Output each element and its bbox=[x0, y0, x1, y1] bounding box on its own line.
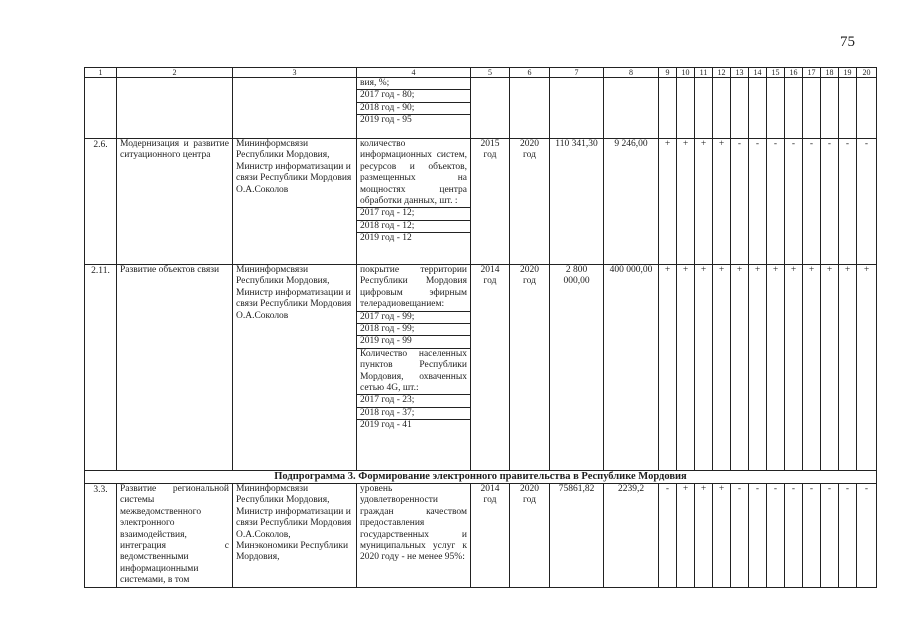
col-header: 8 bbox=[604, 68, 659, 78]
table-row bbox=[85, 265, 877, 471]
continuation-row bbox=[85, 78, 877, 139]
end-year: 2020 год bbox=[510, 484, 550, 588]
mark-cell: - bbox=[785, 139, 803, 265]
year-value: 2019 год - 41 bbox=[357, 419, 470, 431]
mark-cell: - bbox=[749, 139, 767, 265]
activity-name: Модернизация и развитие ситуационного центра bbox=[117, 139, 233, 265]
year-value: 2018 год - 12; bbox=[357, 220, 470, 232]
mark-cell: + bbox=[695, 484, 713, 588]
col-header: 2 bbox=[117, 68, 233, 78]
year-value: 2019 год - 12 bbox=[357, 232, 470, 244]
year-value: 2017 год - 99; bbox=[357, 311, 470, 323]
total-amount: 75861,82 bbox=[550, 484, 604, 588]
col-header: 15 bbox=[767, 68, 785, 78]
mark-cell: + bbox=[695, 139, 713, 265]
mark-cell: - bbox=[839, 484, 857, 588]
subprogram-title: Подпрограмма 3. Формирование электронного правительства в Республике Мордовия bbox=[85, 471, 877, 484]
budget-amount: 9 246,00 bbox=[604, 139, 659, 265]
mark-cell: - bbox=[749, 484, 767, 588]
mark-cell: + bbox=[767, 265, 785, 471]
mark-cell: - bbox=[731, 484, 749, 588]
mark-cell: + bbox=[785, 265, 803, 471]
col-header: 9 bbox=[659, 68, 677, 78]
year-value: 2017 год - 80; bbox=[357, 89, 470, 101]
col-header: 10 bbox=[677, 68, 695, 78]
mark-cell: + bbox=[695, 265, 713, 471]
executor: Мининформсвязи Республики Мордовия, Министр информатизации и связи Республики Мордовия О.А.Соколов bbox=[233, 139, 357, 265]
indicator-text: покрытие территории Республики Мордовия цифровым эфирным телерадиовещанием: bbox=[360, 265, 467, 310]
mark-cell: - bbox=[659, 484, 677, 588]
year-value: 2018 год - 37; bbox=[357, 407, 470, 419]
mark-cell: + bbox=[803, 265, 821, 471]
total-amount: 110 341,30 bbox=[550, 139, 604, 265]
mark-cell: - bbox=[767, 484, 785, 588]
col-header: 19 bbox=[839, 68, 857, 78]
subprogram-row bbox=[85, 471, 877, 484]
table-row bbox=[85, 484, 877, 588]
budget-amount: 2239,2 bbox=[604, 484, 659, 588]
year-value: 2019 год - 99 bbox=[357, 335, 470, 347]
mark-cell: + bbox=[659, 139, 677, 265]
mark-cell: - bbox=[767, 139, 785, 265]
year-value: 2018 год - 99; bbox=[357, 323, 470, 335]
mark-cell: - bbox=[803, 484, 821, 588]
col-header: 14 bbox=[749, 68, 767, 78]
mark-cell: + bbox=[821, 265, 839, 471]
mark-cell: + bbox=[713, 484, 731, 588]
mark-cell: + bbox=[659, 265, 677, 471]
row-number: 2.11. bbox=[85, 265, 117, 471]
col-header: 12 bbox=[713, 68, 731, 78]
indicator-text: Количество населенных пунктов Республики Мордовия, охваченных сетью 4G, шт.: bbox=[357, 348, 470, 395]
program-table bbox=[84, 67, 877, 588]
end-year: 2020 год bbox=[510, 265, 550, 471]
executor: Мининформсвязи Республики Мордовия, Министр информатизации и связи Республики Мордовия О.А.Соколов bbox=[233, 265, 357, 471]
indicator-text: уровень удовлетворенности граждан качеством предоставления государственных и муниципальных услуг к 2020 году - не менее 95%: bbox=[357, 484, 471, 588]
mark-cell: - bbox=[821, 139, 839, 265]
mark-cell: - bbox=[857, 139, 877, 265]
col-header: 4 bbox=[357, 68, 471, 78]
year-value: 2017 год - 23; bbox=[357, 394, 470, 406]
indicator-text: количество информационных систем, ресурсов и объектов, размещенных на мощностях центра обработки данных, шт. : bbox=[360, 139, 467, 207]
col-header: 6 bbox=[510, 68, 550, 78]
mark-cell: + bbox=[677, 139, 695, 265]
activity-name: Развитие региональной системы межведомственного электронного взаимодействия, интеграция с ведомственными информационными системами, в том bbox=[117, 484, 233, 588]
executor: Мининформсвязи Республики Мордовия, Министр информатизации и связи Республики Мордовия О.А.Соколов, Минэкономики Республики Мордовия, bbox=[233, 484, 357, 588]
year-value: 2019 год - 95 bbox=[357, 114, 470, 126]
row-number: 3.3. bbox=[85, 484, 117, 588]
mark-cell: + bbox=[677, 265, 695, 471]
mark-cell: + bbox=[713, 265, 731, 471]
col-header: 7 bbox=[550, 68, 604, 78]
row-number: 2.6. bbox=[85, 139, 117, 265]
start-year: 2014 год bbox=[471, 265, 510, 471]
col-header: 1 bbox=[85, 68, 117, 78]
indicator-tail: вия, %; bbox=[360, 78, 390, 88]
mark-cell: + bbox=[731, 265, 749, 471]
col-header: 11 bbox=[695, 68, 713, 78]
end-year: 2020 год bbox=[510, 139, 550, 265]
col-header: 18 bbox=[821, 68, 839, 78]
mark-cell: + bbox=[749, 265, 767, 471]
year-value: 2017 год - 12; bbox=[357, 207, 470, 219]
col-header: 3 bbox=[233, 68, 357, 78]
year-value: 2018 год - 90; bbox=[357, 102, 470, 114]
col-header: 16 bbox=[785, 68, 803, 78]
budget-amount: 400 000,00 bbox=[604, 265, 659, 471]
start-year: 2015 год bbox=[471, 139, 510, 265]
table-row bbox=[85, 139, 877, 265]
mark-cell: - bbox=[839, 139, 857, 265]
mark-cell: + bbox=[677, 484, 695, 588]
mark-cell: - bbox=[731, 139, 749, 265]
mark-cell: - bbox=[821, 484, 839, 588]
col-header: 17 bbox=[803, 68, 821, 78]
mark-cell: - bbox=[803, 139, 821, 265]
mark-cell: + bbox=[713, 139, 731, 265]
start-year: 2014 год bbox=[471, 484, 510, 588]
mark-cell: + bbox=[839, 265, 857, 471]
page-number: 75 bbox=[840, 34, 855, 50]
col-header: 20 bbox=[857, 68, 877, 78]
mark-cell: - bbox=[857, 484, 877, 588]
mark-cell: + bbox=[857, 265, 877, 471]
activity-name: Развитие объектов связи bbox=[117, 265, 233, 471]
mark-cell: - bbox=[785, 484, 803, 588]
total-amount: 2 800 000,00 bbox=[550, 265, 604, 471]
col-header: 5 bbox=[471, 68, 510, 78]
column-numbers-row bbox=[85, 68, 877, 78]
col-header: 13 bbox=[731, 68, 749, 78]
